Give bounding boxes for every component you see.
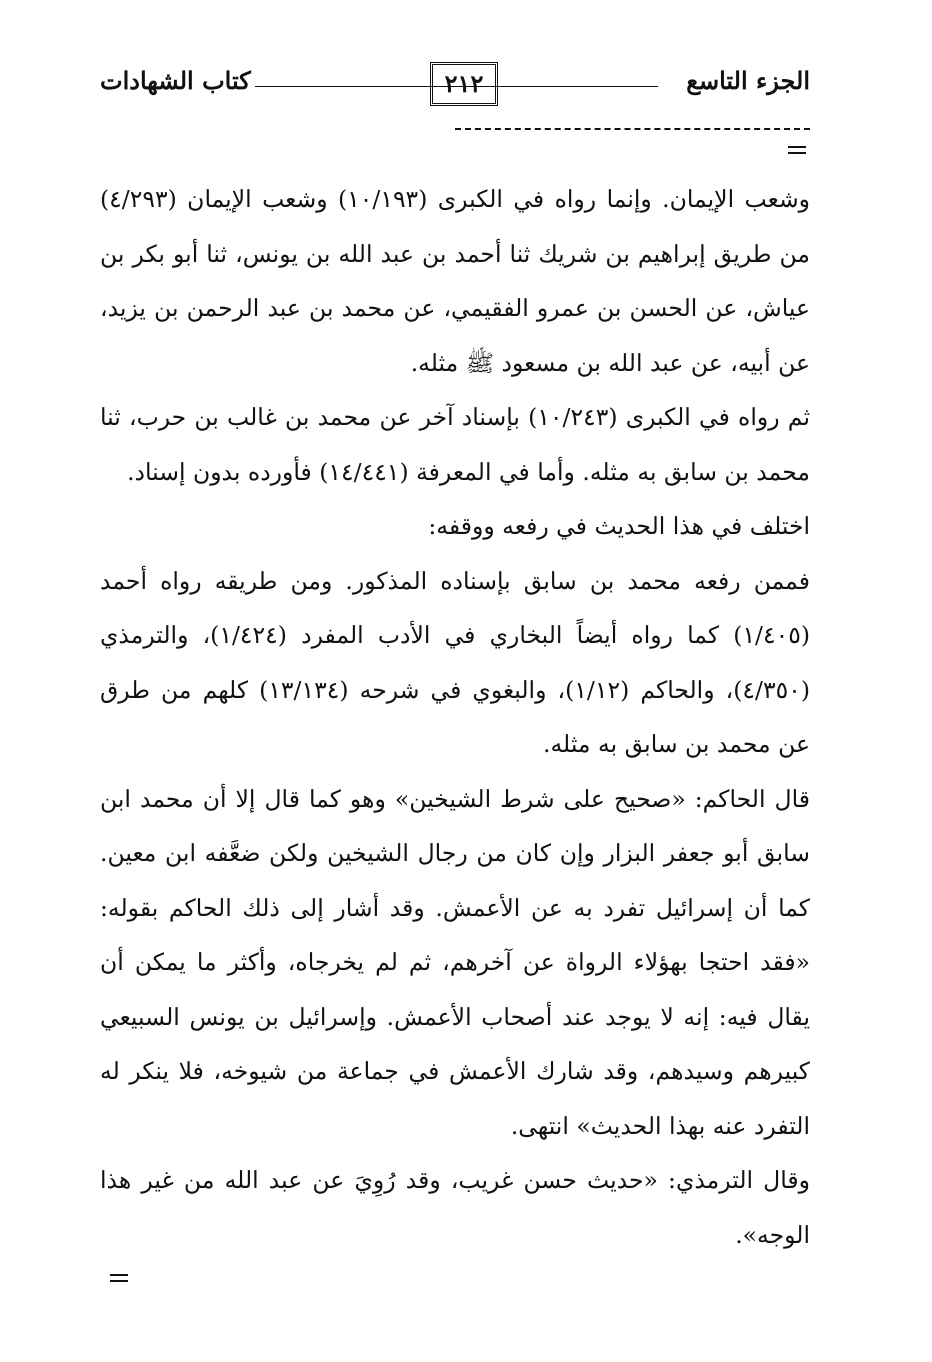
paragraph: قال الحاكم: «صحيح على شرط الشيخين» وهو كما قال إلا أن محمد ابن سابق أبو جعفر البزار وإن كان من رجال الشيخين ولكن ضعَّفه ابن معين. كما أن إسرائيل تفرد به عن الأعمش. وقد أشار إلى ذلك الحاكم بقوله: «فقد احتجا بهؤلاء الرواة عن آخرهم، ثم لم يخرجاه، وأكثر ما يمكن أن يقال فيه: إنه لا يوجد عند أصحاب الأعمش. وإسرائيل بن يونس السبيعي كبيرهم وسيدهم، وقد شارك الأعمش في جماعة من شيوخه، فلا ينكر له التفرد عنه بهذا الحديث» انتهى. [100, 784, 810, 1140]
paragraph: اختلف في هذا الحديث في رفعه ووقفه: [428, 512, 810, 540]
main-text [100, 172, 810, 1262]
volume-title: الجزء التاسع [686, 66, 810, 95]
paragraph: وشعب الإيمان. وإنما رواه في الكبرى (١٠/١٩٣) وشعب الإيمان (٤/٢٩٣) من طريق إبراهيم بن شريك ثنا أحمد بن عبد الله بن يونس، ثنا أبو بكر بن عياش، عن الحسن بن عمرو الفقيمي، عن محمد بن عبد الرحمن بن يزيد، عن أبيه، عن عبد الله بن مسعود ﷺ مثله. [100, 185, 810, 377]
chapter-title: كتاب الشهادات [100, 66, 251, 95]
header-dashed-separator [455, 128, 810, 130]
page-header [100, 62, 810, 112]
paragraph: ثم رواه في الكبرى (١٠/٢٤٣) بإسناد آخر عن محمد بن غالب بن حرب، ثنا محمد بن سابق به مثله. وأما في المعرفة (١٤/٤٤١) فأورده بدون إسناد. [100, 403, 810, 486]
paragraph: وقال الترمذي: «حديث حسن غريب، وقد رُوِيَ عن عبد الله من غير هذا الوجه». [100, 1166, 810, 1249]
continuation-mark-top [788, 146, 806, 154]
continuation-mark-bottom [110, 1274, 128, 1282]
paragraph: فممن رفعه محمد بن سابق بإسناده المذكور. ومن طريقه رواه أحمد (١/٤٠٥) كما رواه أيضاً البخاري في الأدب المفرد (١/٤٢٤)، والترمذي (٤/٣٥٠)، والحاكم (١/١٢)، والبغوي في شرحه (١٣/١٣٤) كلهم من طرق عن محمد بن سابق به مثله. [100, 566, 811, 758]
header-rule-left [255, 86, 425, 87]
page-number: ٢١٢ [430, 62, 498, 106]
